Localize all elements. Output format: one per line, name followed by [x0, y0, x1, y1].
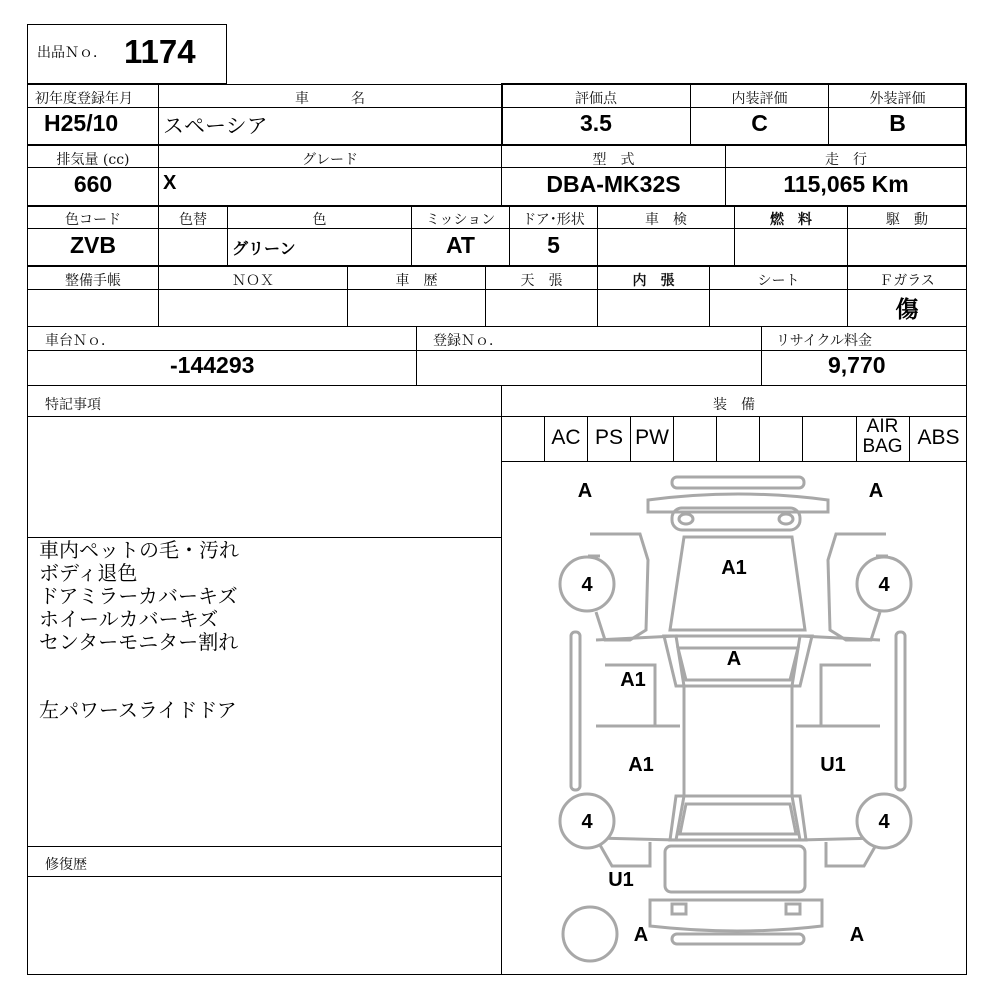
displacement-label: 排気量 (cc) [56, 152, 130, 168]
grade-value: X [163, 172, 177, 194]
right-step [896, 632, 905, 790]
front-glass-value: 傷 [895, 297, 919, 323]
notes-header-line [27, 416, 502, 417]
recycle-fee-value: 9,770 [828, 352, 886, 378]
rear-hatch [665, 846, 805, 892]
interior-grade-value: C [751, 110, 768, 136]
equipment-ps: PS [594, 426, 623, 449]
mark-front-left-corner: A [577, 480, 593, 502]
mark-right-rear-door: U1 [820, 754, 846, 776]
spare-tire [563, 907, 617, 961]
drive-label: 駆 動 [886, 212, 928, 228]
interior-trim-label: 内 張 [632, 273, 675, 289]
service-book-label: 整備手帳 [65, 273, 121, 289]
equip-sep [716, 416, 717, 461]
notes-label: 特記事項 [45, 397, 101, 413]
inspection-label: 車 検 [645, 212, 687, 228]
notes-panel [27, 385, 502, 975]
mark-left-front-door: A1 [620, 669, 646, 691]
exterior-grade-label: 外装評価 [869, 91, 926, 107]
mark-front-right-corner: A [868, 480, 884, 502]
damage-marks [578, 480, 891, 946]
car-condition-diagram [502, 462, 966, 974]
exterior-grade-value: B [889, 110, 906, 136]
tire-front-left-depth: 4 [581, 574, 593, 596]
lot-number-value: 1174 [124, 33, 196, 70]
mark-windshield: A [726, 648, 742, 670]
front-glass-label: Ｆガラス [879, 273, 935, 289]
equip-sep [802, 416, 803, 461]
repaint-label: 色替 [179, 212, 207, 228]
seat-label: シート [757, 273, 800, 289]
note-line: ホイールカバーキズ [39, 607, 219, 631]
score-value: 3.5 [580, 110, 612, 136]
mark-left-rear-door: A1 [628, 754, 654, 776]
equipment-airbag-line2: BAG [862, 436, 903, 457]
mileage-value: 115,065 Km [783, 171, 909, 197]
chassis-label: 車台Ｎｏ． [45, 333, 115, 349]
row5-divider [27, 350, 967, 351]
repair-history-label: 修復歴 [45, 857, 87, 873]
model-value: DBA-MK32S [546, 171, 681, 197]
transmission-label: ミッション [425, 212, 496, 228]
car-name-label: 車 名 [295, 91, 365, 107]
front-right-lamp [779, 514, 793, 524]
equipment-pw: PW [635, 426, 669, 449]
color-code-value: ZVB [70, 232, 116, 258]
car-name-value: スペーシア [163, 114, 268, 138]
doors-label: ドア･形状 [522, 212, 585, 228]
rear-right-lamp [786, 904, 800, 914]
repair-history-top-line [27, 846, 502, 847]
tire-rear-right-depth: 4 [878, 811, 890, 833]
equip-sep [759, 416, 760, 461]
fuel-label: 燃 料 [770, 212, 812, 228]
notes-extra-line: 左パワースライドドア [39, 698, 237, 722]
roof [684, 686, 792, 796]
equipment-abs: ABS [917, 426, 960, 449]
nox-label: ＮＯＸ [232, 273, 274, 289]
mark-rear-right-corner: A [849, 924, 865, 946]
right-front-door [821, 665, 871, 726]
recycle-fee-label: リサイクル料金 [776, 333, 873, 349]
lot-number-label: 出品Ｎｏ． [37, 45, 107, 61]
displacement-value: 660 [73, 171, 113, 197]
note-line: ボディ退色 [39, 561, 138, 585]
mark-hood: A1 [721, 557, 747, 579]
front-bumper-top [672, 477, 804, 488]
equip-sep [673, 416, 674, 461]
color-value: グリーン [232, 239, 296, 258]
first-registration-label: 初年度登録年月 [35, 91, 133, 107]
score-label: 評価点 [575, 91, 617, 107]
color-label: 色 [312, 212, 327, 228]
equipment-label: 装 備 [713, 397, 755, 413]
rear-bumper-bottom [672, 934, 804, 944]
rear-window [680, 804, 796, 834]
transmission-value: AT [446, 232, 475, 258]
equipment-airbag-line1: AIR [866, 416, 899, 437]
tire-front-right-depth: 4 [878, 574, 890, 596]
doors-value: 5 [547, 232, 560, 258]
tire-rear-left-depth: 4 [581, 811, 593, 833]
history-label: 車 歴 [395, 273, 438, 289]
note-line: ドアミラーカバーキズ [39, 584, 238, 608]
repair-history-header-line [27, 876, 502, 877]
mark-rear-left: U1 [608, 869, 634, 891]
model-label: 型 式 [592, 152, 635, 168]
mark-rear-left-corner: A [633, 924, 649, 946]
registration-label: 登録Ｎｏ． [433, 333, 503, 349]
hood [670, 537, 805, 630]
roof-label: 天 張 [520, 273, 563, 289]
mileage-label: 走 行 [825, 152, 867, 168]
equipment-ac: AC [551, 426, 581, 449]
color-code-label: 色コード [65, 212, 121, 228]
note-line: 車内ペットの毛・汚れ [39, 538, 239, 562]
note-line: センターモニター割れ [39, 630, 239, 654]
rear-left-lamp [672, 904, 686, 914]
first-registration-value: H25/10 [44, 110, 119, 136]
grade-label: グレード [302, 152, 358, 168]
front-left-lamp [679, 514, 693, 524]
chassis-value: -144293 [170, 352, 255, 378]
interior-grade-label: 内装評価 [731, 91, 788, 107]
notes-list [39, 539, 239, 654]
left-step [571, 632, 580, 790]
